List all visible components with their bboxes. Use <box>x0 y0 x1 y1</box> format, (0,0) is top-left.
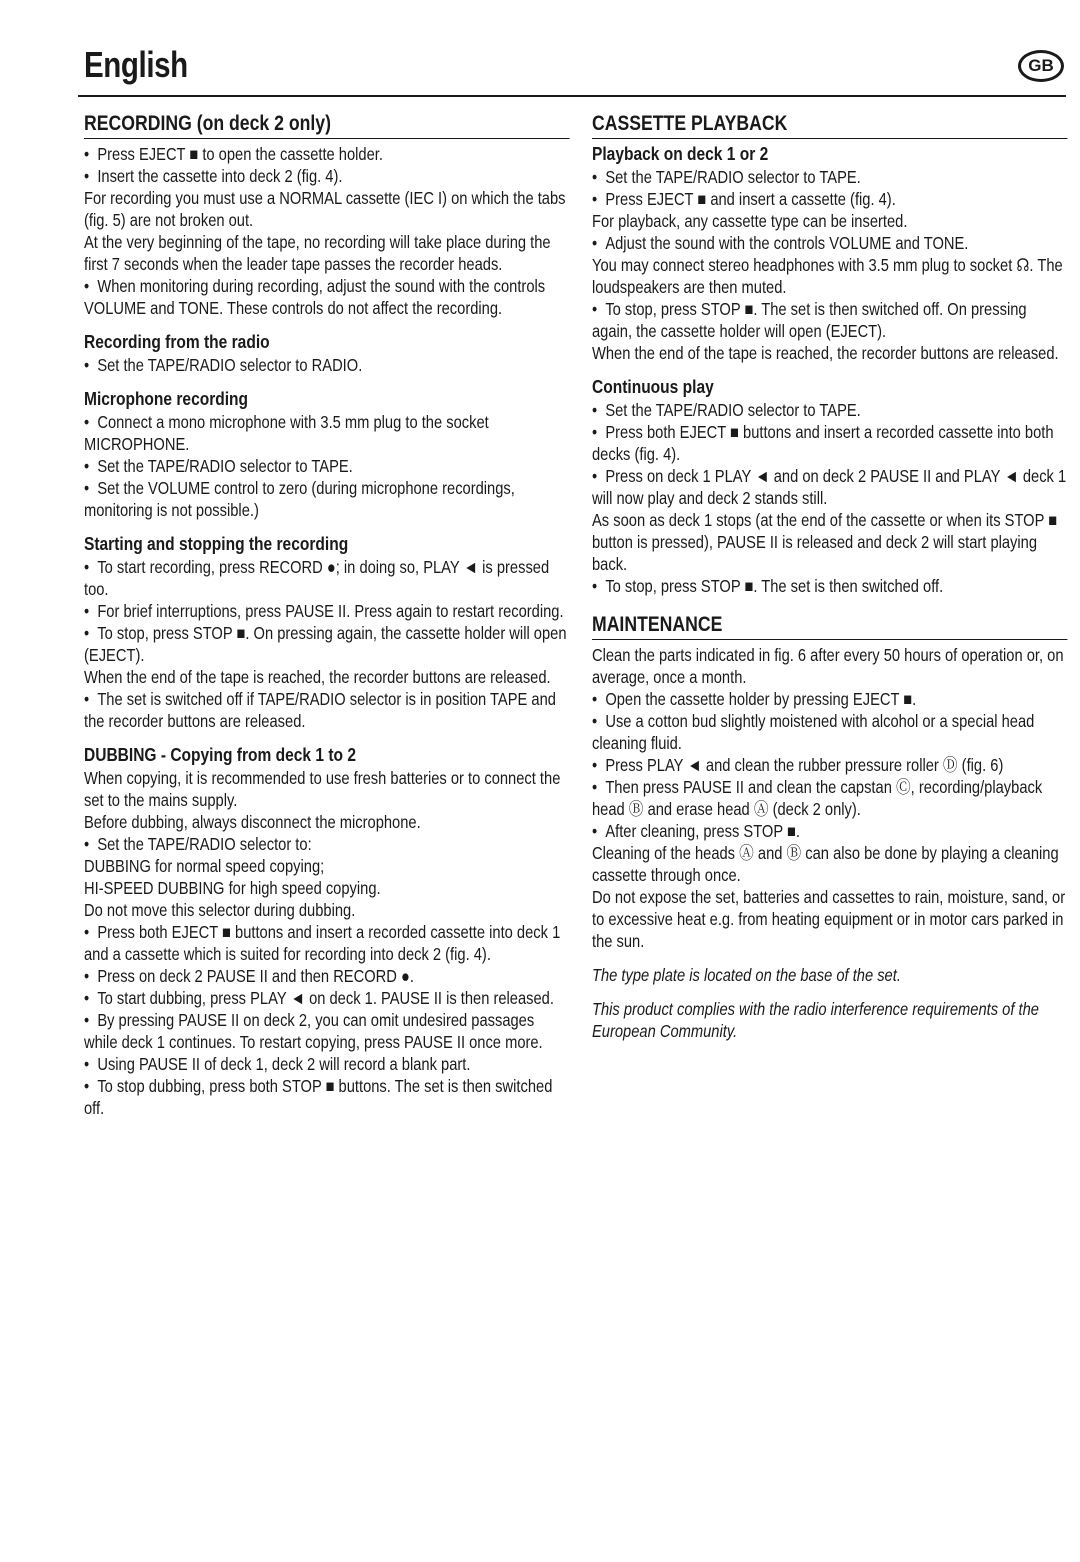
bullet-item: • Press on deck 2 PAUSE II and then RECORD ●. <box>84 965 570 987</box>
bullet-item: • Insert the cassette into deck 2 (fig. 4). <box>84 165 570 187</box>
section-title-playback: CASSETTE PLAYBACK <box>592 112 1068 139</box>
paragraph: You may connect stereo headphones with 3.5 mm plug to socket ☊. The loudspeakers are then muted. <box>592 255 1063 297</box>
bullet-item: • Open the cassette holder by pressing EJECT ■. <box>592 688 1068 710</box>
paragraph: When copying, it is recommended to use fresh batteries or to connect the set to the mains supply. <box>84 768 561 810</box>
paragraph: Do not move this selector during dubbing. <box>84 900 356 920</box>
header-divider <box>78 95 1066 97</box>
bullet-item: • To stop, press STOP ■. On pressing again, the cassette holder will open (EJECT). <box>84 622 570 666</box>
subheading-playback: Playback on deck 1 or 2 <box>592 143 769 164</box>
bullet-item: • Press both EJECT ■ buttons and insert a recorded cassette into both decks (fig. 4). <box>592 421 1068 465</box>
subheading-microphone: Microphone recording <box>84 388 249 409</box>
bullet-item: • For brief interruptions, press PAUSE II. Press again to restart recording. <box>84 600 570 622</box>
section-playback-body <box>592 166 1068 364</box>
bullet-item: • Set the TAPE/RADIO selector to TAPE. <box>592 399 1068 421</box>
paragraph: When the end of the tape is reached, the recorder buttons are released. <box>84 667 551 687</box>
section-continuous-body <box>592 399 1068 597</box>
bullet-item: • Set the VOLUME control to zero (during microphone recordings, monitoring is not possible.) <box>84 477 570 521</box>
left-column <box>84 112 570 1119</box>
bullet-item: • To stop dubbing, press both STOP ■ buttons. The set is then switched off. <box>84 1075 570 1119</box>
section-title-recording: RECORDING (on deck 2 only) <box>84 112 570 139</box>
paragraph: For recording you must use a NORMAL cassette (IEC I) on which the tabs (fig. 5) are not broken out. <box>84 188 566 230</box>
subheading-continuous: Continuous play <box>592 376 714 397</box>
paragraph: Clean the parts indicated in fig. 6 after every 50 hours of operation or, on average, once a month. <box>592 645 1064 687</box>
right-column <box>592 112 1068 1042</box>
bullet-item: • To stop, press STOP ■. The set is then switched off. <box>592 575 1068 597</box>
bullet-item: • Adjust the sound with the controls VOLUME and TONE. <box>592 232 1068 254</box>
bullet-item: • Press EJECT ■ to open the cassette holder. <box>84 143 570 165</box>
section-startstop-body <box>84 556 570 732</box>
bullet-item: • Set the TAPE/RADIO selector to RADIO. <box>84 354 570 376</box>
note-type-plate: The type plate is located on the base of the set. <box>592 965 901 985</box>
paragraph: Before dubbing, always disconnect the microphone. <box>84 812 421 832</box>
bullet-item: • Set the TAPE/RADIO selector to TAPE. <box>592 166 1068 188</box>
section-title-maintenance: MAINTENANCE <box>592 613 1068 640</box>
page-title: English <box>84 44 188 85</box>
section-radio-body <box>84 354 570 376</box>
bullet-item: • Set the TAPE/RADIO selector to TAPE. <box>84 455 570 477</box>
subheading-radio: Recording from the radio <box>84 331 270 352</box>
bullet-item: • Press PLAY ◄ and clean the rubber pressure roller Ⓓ (fig. 6) <box>592 754 1068 776</box>
bullet-item: • To start dubbing, press PLAY ◄ on deck 1. PAUSE II is then released. <box>84 987 570 1009</box>
bullet-item: • Use a cotton bud slightly moistened with alcohol or a special head cleaning fluid. <box>592 710 1068 754</box>
paragraph: HI-SPEED DUBBING for high speed copying. <box>84 878 381 898</box>
section-microphone-body <box>84 411 570 521</box>
bullet-item: • When monitoring during recording, adjust the sound with the controls VOLUME and TONE. These controls do not affect the recording. <box>84 275 570 319</box>
bullet-item: • Using PAUSE II of deck 1, deck 2 will record a blank part. <box>84 1053 570 1075</box>
bullet-item: • Press both EJECT ■ buttons and insert a recorded cassette into deck 1 and a cassette which is suited for recording into deck 2 (fig. 4). <box>84 921 570 965</box>
paragraph: Cleaning of the heads Ⓐ and Ⓑ can also be done by playing a cleaning cassette through once. <box>592 843 1059 885</box>
bullet-item: • By pressing PAUSE II on deck 2, you can omit undesired passages while deck 1 continues. To restart copying, press PAUSE II once more. <box>84 1009 570 1053</box>
bullet-item: • Then press PAUSE II and clean the capstan Ⓒ, recording/playback head Ⓑ and erase head Ⓐ (deck 2 only). <box>592 776 1068 820</box>
subheading-dubbing: DUBBING - Copying from deck 1 to 2 <box>84 744 356 765</box>
subheading-startstop: Starting and stopping the recording <box>84 533 349 554</box>
paragraph: For playback, any cassette type can be inserted. <box>592 211 908 231</box>
paragraph: As soon as deck 1 stops (at the end of the cassette or when its STOP ■ button is pressed), PAUSE II is released and deck 2 will start playing back. <box>592 510 1058 574</box>
paragraph: At the very beginning of the tape, no recording will take place during the first 7 seconds when the leader tape passes the recorder heads. <box>84 232 551 274</box>
note-interference: This product complies with the radio interference requirements of the European Community. <box>592 999 1039 1041</box>
section-recording-body <box>84 143 570 319</box>
bullet-item: • Connect a mono microphone with 3.5 mm plug to the socket MICROPHONE. <box>84 411 570 455</box>
bullet-item: • Press EJECT ■ and insert a cassette (fig. 4). <box>592 188 1068 210</box>
bullet-item: • Set the TAPE/RADIO selector to: <box>84 833 570 855</box>
section-dubbing-body <box>84 767 570 1119</box>
section-maintenance-body <box>592 644 1068 952</box>
paragraph: When the end of the tape is reached, the recorder buttons are released. <box>592 343 1059 363</box>
bullet-item: • The set is switched off if TAPE/RADIO selector is in position TAPE and the recorder buttons are released. <box>84 688 570 732</box>
bullet-item: • To start recording, press RECORD ●; in doing so, PLAY ◄ is pressed too. <box>84 556 570 600</box>
bullet-item: • After cleaning, press STOP ■. <box>592 820 1068 842</box>
paragraph: Do not expose the set, batteries and cassettes to rain, moisture, sand, or to excessive heat e.g. from heating equipment or in motor cars parked in the sun. <box>592 887 1066 951</box>
paragraph: DUBBING for normal speed copying; <box>84 856 325 876</box>
language-badge: GB <box>1018 50 1064 82</box>
bullet-item: • To stop, press STOP ■. The set is then switched off. On pressing again, the cassette holder will open (EJECT). <box>592 298 1068 342</box>
bullet-item: • Press on deck 1 PLAY ◄ and on deck 2 PAUSE II and PLAY ◄ deck 1 will now play and deck 2 stands still. <box>592 465 1068 509</box>
